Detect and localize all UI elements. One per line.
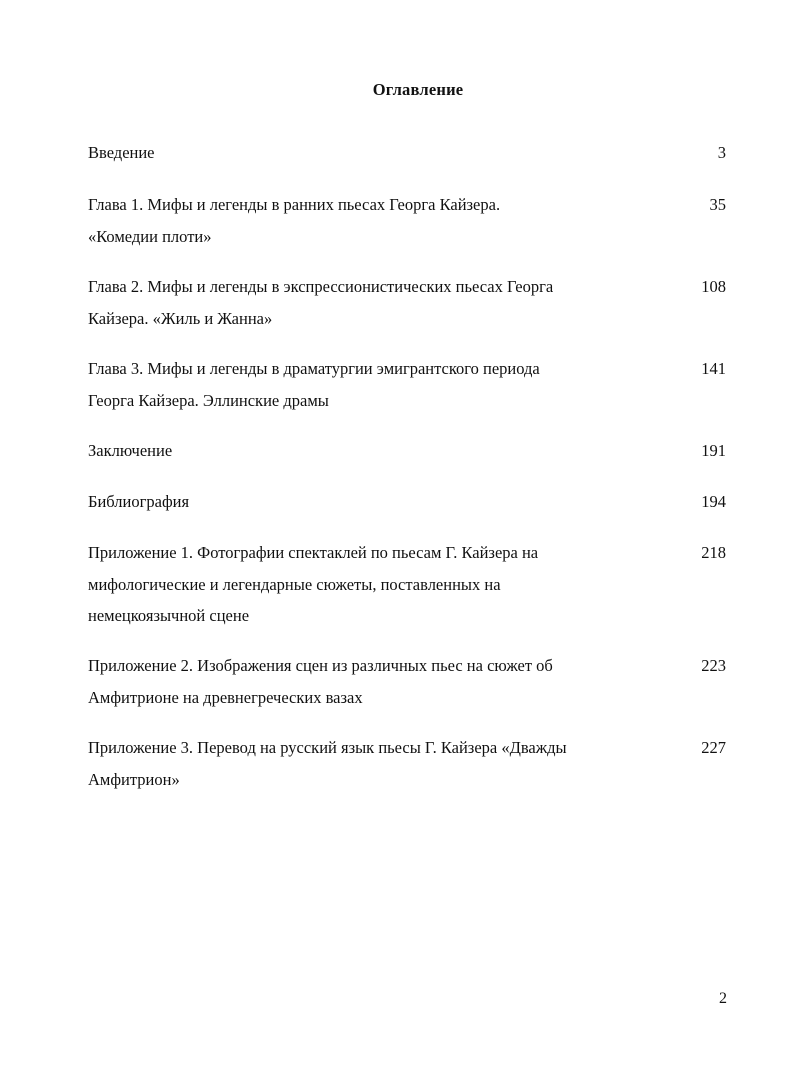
toc-entry-line: Приложение 3. Перевод на русский язык пьесы Г. Кайзера «Дважды [88, 738, 567, 757]
toc-entry-title [88, 137, 648, 169]
toc-entry-line: Амфитрион» [88, 769, 180, 789]
toc-entry-line: Глава 3. Мифы и легенды в драматургии эмигрантского периода [88, 359, 540, 378]
toc-entry-line: Кайзера. «Жиль и Жанна» [88, 308, 273, 328]
toc-entry-line: Георга Кайзера. Эллинские драмы [88, 390, 329, 410]
toc-entry-title [88, 650, 648, 713]
page-title: Оглавление [372, 80, 464, 99]
toc-entry-line: немецкоязычной сцене [88, 606, 250, 625]
toc-entry-page: 3 [717, 143, 726, 162]
toc-entry-line: Заключение [88, 441, 173, 460]
toc-entry-title [88, 353, 648, 416]
page-number: 2 [719, 990, 727, 1007]
toc-entry-page: 191 [701, 441, 726, 460]
toc-entry-title [88, 732, 648, 795]
toc-entry-line: «Комедии плоти» [88, 226, 212, 246]
toc-entry-line: Амфитрионе на древнегреческих вазах [88, 687, 363, 707]
toc-entry-line: Введение [88, 143, 155, 162]
toc-entry-page: 35 [709, 195, 726, 214]
toc-entry-line: Библиография [88, 492, 190, 511]
toc-entry-line: Приложение 1. Фотографии спектаклей по пьесам Г. Кайзера на [88, 543, 539, 562]
toc-entry-page: 218 [701, 543, 726, 562]
toc-entry-line: Приложение 2. Изображения сцен из различных пьес на сюжет об [88, 656, 553, 675]
toc-entry-title [88, 486, 648, 518]
toc-entry-page: 141 [701, 359, 726, 378]
toc-entry-page: 223 [701, 656, 726, 675]
toc-entry-title [88, 271, 648, 334]
toc-entry-title [88, 537, 648, 632]
toc-entry-line: Глава 1. Мифы и легенды в ранних пьесах Георга Кайзера. [88, 195, 501, 214]
toc-entry-title [88, 435, 648, 467]
toc-entry-page: 108 [701, 277, 726, 296]
toc-entry-page: 194 [701, 492, 726, 511]
toc-entry-line: Глава 2. Мифы и легенды в экспрессионистических пьесах Георга [88, 277, 554, 296]
toc-entry-line: мифологические и легендарные сюжеты, поставленных на [88, 574, 501, 594]
toc-entry-page: 227 [701, 738, 726, 757]
toc-entry-title [88, 189, 648, 252]
